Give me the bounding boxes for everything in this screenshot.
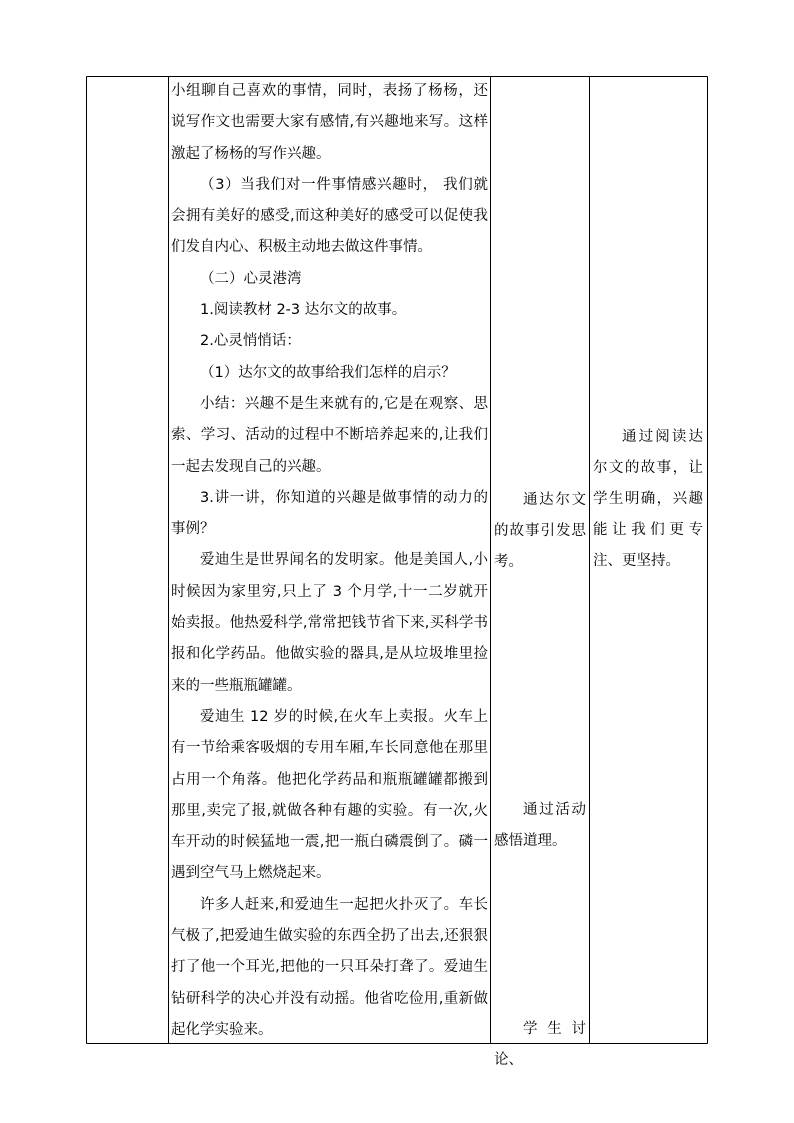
paragraph-summary: 小结：兴趣不是生来就有的,它是在观察、思索、学习、活动的过程中不断培养起来的,让我们一起去发现自己的兴趣。	[171, 395, 488, 475]
design-intent-note: 通过阅读达尔文的故事，让学生明确，兴趣能让我们更专注、更坚持。	[593, 429, 703, 569]
paragraph-point-3: （3）当我们对一件事情感兴趣时， 我们就会拥有美好的感受,而这种美好的感受可以促使我们发自内心、积极主动地去做这件事情。	[171, 176, 488, 256]
lesson-process-cell	[171, 76, 488, 1046]
paragraph-edison-2: 爱迪生 12 岁的时候,在火车上卖报。火车上有一节给乘客吸烟的专用车厢,车长同意他在那里占用一个角落。他把化学药品和瓶瓶罐罐都搬到那里,卖完了报,就做各种有趣的实验。有一次,火车开动的时候猛地一震,把一瓶白磷震倒了。磷一遇到空气马上燃烧起来。	[171, 708, 488, 882]
step-tell-example: 3.讲一讲，你知道的兴趣是做事情的动力的事例？	[171, 489, 488, 538]
step-read-textbook: 1.阅读教材 2-3 达尔文的故事。	[200, 302, 407, 319]
student-activity-note-darwin: 通达尔文的故事引发思考。	[494, 492, 586, 570]
paragraph-edison-1: 爱迪生是世界闻名的发明家。他是美国人,小时候因为家里穷,只上了 3 个月学,十一二岁就开始卖报。他热爱科学,常常把钱节省下来,买科学书报和化学药品。他做实验的器具,是从垃圾堆里捡来的一些瓶瓶罐罐。	[171, 552, 488, 694]
student-activity-note-activity: 通过活动感悟道理。	[494, 802, 586, 849]
student-activity-note-discussion: 学生讨论、	[494, 1021, 586, 1068]
step-heart-talk: 2.心灵悄悄话：	[200, 333, 301, 350]
paragraph-group-chat: 小组聊自己喜欢的事情，同时，表扬了杨杨，还说写作文也需要大家有感情,有兴趣地来写。这样激起了杨杨的写作兴趣。	[171, 83, 488, 162]
question-darwin-inspiration: （1）达尔文的故事给我们怎样的启示？	[200, 364, 456, 381]
paragraph-edison-3: 许多人赶来,和爱迪生一起把火扑灭了。车长气极了,把爱迪生做实验的东西全扔了出去,还狠狠打了他一个耳光,把他的一只耳朵打聋了。爱迪生钻研科学的决心并没有动摇。他省吃俭用,重新做起化学实验来。	[171, 896, 488, 1038]
section-heading-heart-harbor: （二）心灵港湾	[200, 270, 302, 287]
